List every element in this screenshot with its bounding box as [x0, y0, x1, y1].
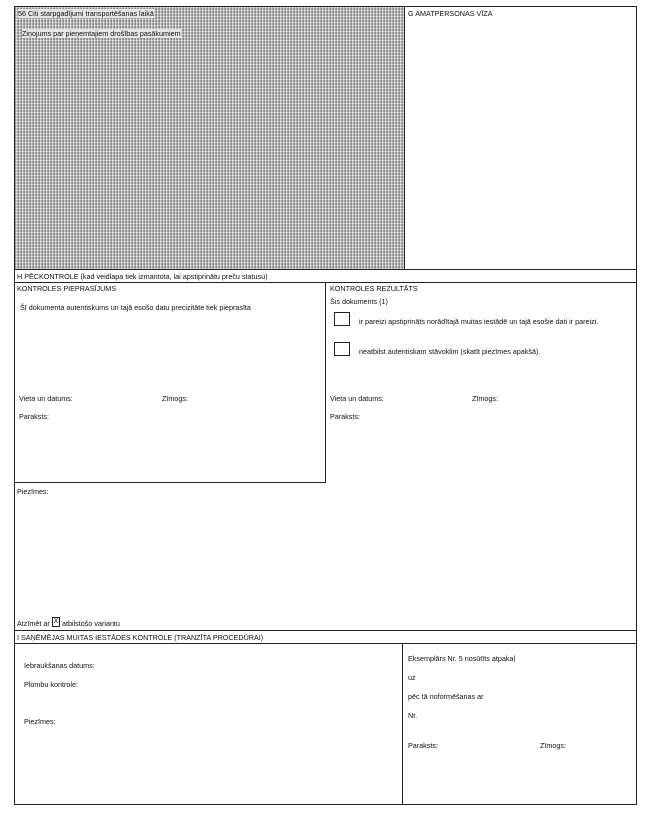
control-result-option1: ir pareizi apstiprināts norādītajā muitas iestādē un tajā esošie dati ir pareizi.: [359, 317, 599, 326]
mark-instruction-suffix: atbilstošo variantu: [62, 619, 120, 628]
section-h-title: H PĒCKONTROLE (kad veidlapa tiek izmantota, lai apstiprinātu preču statusu): [17, 272, 268, 281]
notes-label: Piezīmes:: [17, 487, 49, 496]
section-i-title: I SAŅĒMĒJAS MUITAS IESTĀDES KONTROLE (TRANZĪTA PROCEDŪRAI): [17, 633, 264, 642]
section-i-notes-label: Piezīmes:: [24, 717, 56, 726]
divider-h-top: [14, 269, 637, 270]
arrival-date-label: Iebraukšanas datums:: [24, 661, 95, 670]
control-result-doc-label: Šis dokuments (1): [330, 297, 388, 306]
control-request-box: [14, 282, 326, 483]
checkbox-correct[interactable]: [334, 312, 350, 326]
copy-returned-label: Eksemplārs Nr. 5 nosūtīts atpakaļ: [408, 654, 516, 663]
control-request-text: Šī dokumenta autentiskums un tajā esošo datu precizitāte tiek pieprasīta: [20, 303, 251, 312]
section-56-title: 56 Citi starpgadījumi transportēšanas laikā: [18, 9, 154, 18]
seal-check-label: Plombu kontrole:: [24, 680, 78, 689]
control-result-option2: neatbilst autentiskam stāvoklim (skatīt piezīmes apakšā).: [359, 347, 541, 356]
section-i-stamp-label: Zīmogs:: [540, 741, 566, 750]
section-i-signature-label: Paraksts:: [408, 741, 438, 750]
control-result-heading: KONTROLES REZULTĀTS: [330, 284, 418, 293]
after-registration-label: pēc tā noformēšanas ar: [408, 692, 484, 701]
control-request-signature: Paraksts:: [19, 412, 49, 421]
control-request-stamp: Zīmogs:: [162, 394, 188, 403]
divider-i-header: [14, 643, 637, 644]
divider-i-top: [14, 630, 637, 631]
control-request-heading: KONTROLES PIEPRASĪJUMS: [17, 284, 117, 293]
control-request-place-date: Vieta un datums:: [19, 394, 73, 403]
mark-x-box: X: [53, 618, 59, 625]
checkbox-not-authentic[interactable]: [334, 342, 350, 356]
divider-i-columns: [402, 643, 403, 805]
section-g-title: G AMATPERSONAS VĪZA: [408, 9, 493, 18]
section-56-subtitle: Ziņojums par pieņemtajiem drošības pasākumiem: [22, 29, 181, 38]
control-result-signature: Paraksts:: [330, 412, 360, 421]
mark-instruction-prefix: Atzīmēt ar: [17, 619, 50, 628]
to-label: uz: [408, 673, 416, 682]
control-result-stamp: Zīmogs:: [472, 394, 498, 403]
control-result-place-date: Vieta un datums:: [330, 394, 384, 403]
incidents-shaded-area: [15, 7, 404, 269]
divider-56-g: [404, 6, 405, 269]
number-label: Nr.: [408, 711, 418, 720]
